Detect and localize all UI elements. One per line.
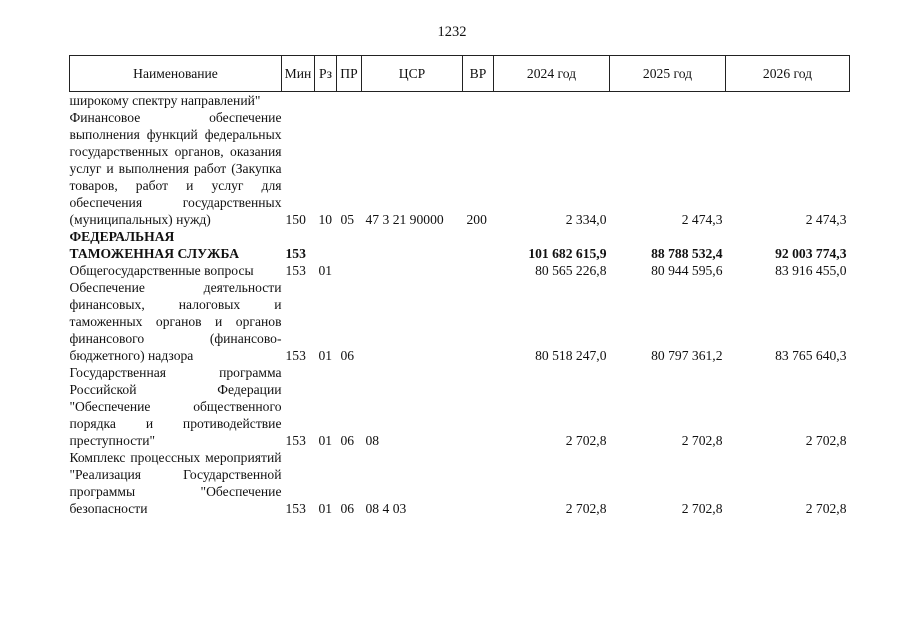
row-min: 153 xyxy=(285,433,306,448)
row-vr xyxy=(463,262,494,279)
column-header-csr: ЦСР xyxy=(362,56,463,92)
row-csr xyxy=(362,228,463,262)
row-2024: 2 702,8 xyxy=(565,501,607,516)
row-2024 xyxy=(494,92,610,110)
row-pr xyxy=(337,92,362,110)
table-row xyxy=(70,364,850,449)
row-2025: 2 474,3 xyxy=(681,212,723,227)
column-header-2024: 2024 год xyxy=(494,56,610,92)
table-body xyxy=(70,92,850,518)
row-min: 153 xyxy=(285,501,306,516)
row-min: 153 xyxy=(285,263,306,278)
row-2026: 2 474,3 xyxy=(805,212,847,227)
row-csr xyxy=(362,262,463,279)
row-name: Комплекс процессных мероприятий "Реализация Государственной программы "Обеспечение безопасности xyxy=(69,450,282,516)
row-2025: 2 702,8 xyxy=(681,501,723,516)
header-row xyxy=(70,56,850,92)
row-min: 150 xyxy=(285,212,306,227)
row-name: широкому спектру направлений" xyxy=(69,93,261,108)
row-min: 153 xyxy=(285,246,306,261)
page-number: 1232 xyxy=(437,24,467,40)
row-vr xyxy=(463,92,494,110)
row-2026: 2 702,8 xyxy=(805,501,847,516)
table-row xyxy=(70,92,850,110)
column-header-name: Наименование xyxy=(70,56,282,92)
row-vr xyxy=(463,449,494,517)
row-vr xyxy=(463,228,494,262)
row-2025: 2 702,8 xyxy=(681,433,723,448)
row-name: Финансовое обеспечение выполнения функций федеральных государственных органов, оказания услуг и выполнения работ (Закупка товаров, работ и услуг для обеспечения государственных (муниципальных) нужд) xyxy=(69,110,282,227)
row-rz xyxy=(315,92,337,110)
row-pr xyxy=(337,228,362,262)
row-vr: 200 xyxy=(466,212,487,227)
row-rz: 10 xyxy=(318,212,333,227)
row-csr: 47 3 21 90000 xyxy=(365,212,444,227)
column-header-pr: ПР xyxy=(337,56,362,92)
row-2026: 83 765 640,3 xyxy=(775,348,847,363)
row-rz: 01 xyxy=(318,348,333,363)
row-pr: 05 xyxy=(340,212,355,227)
budget-table xyxy=(69,55,850,517)
table-row xyxy=(70,262,850,279)
row-name: Государственная программа Российской Федерации "Обеспечение общественного порядка и противодействие преступности" xyxy=(69,365,282,448)
row-pr: 06 xyxy=(340,348,355,363)
row-2024: 80 565 226,8 xyxy=(535,263,607,278)
row-csr: 08 xyxy=(365,433,380,448)
row-2026: 83 916 455,0 xyxy=(775,263,847,278)
row-rz: 01 xyxy=(318,263,333,278)
row-csr xyxy=(362,279,463,364)
row-pr xyxy=(337,262,362,279)
row-2026: 92 003 774,3 xyxy=(775,246,847,261)
table-row xyxy=(70,279,850,364)
column-header-rz: Рз xyxy=(315,56,337,92)
row-2025: 80 797 361,2 xyxy=(651,348,723,363)
row-rz: 01 xyxy=(318,433,333,448)
row-csr: 08 4 03 xyxy=(365,501,407,516)
row-2026: 2 702,8 xyxy=(805,433,847,448)
column-header-2026: 2026 год xyxy=(726,56,850,92)
row-name: ФЕДЕРАЛЬНАЯ ТАМОЖЕННАЯ СЛУЖБА xyxy=(69,229,240,261)
row-2024: 2 702,8 xyxy=(565,433,607,448)
row-rz xyxy=(315,228,337,262)
row-rz: 01 xyxy=(318,501,333,516)
row-min xyxy=(282,92,315,110)
row-vr xyxy=(463,279,494,364)
row-2025: 88 788 532,4 xyxy=(651,246,723,261)
row-2025: 80 944 595,6 xyxy=(651,263,723,278)
row-name: Обеспечение деятельности финансовых, налоговых и таможенных органов и органов финансового (финансово-бюджетного) надзора xyxy=(69,280,282,363)
table-header xyxy=(70,56,850,92)
column-header-2025: 2025 год xyxy=(610,56,726,92)
row-2024: 101 682 615,9 xyxy=(528,246,607,261)
table-row xyxy=(70,449,850,517)
column-header-min: Мин xyxy=(282,56,315,92)
row-pr: 06 xyxy=(340,501,355,516)
column-header-vr: ВР xyxy=(463,56,494,92)
row-name: Общегосударственные вопросы xyxy=(69,263,254,278)
table-row xyxy=(70,228,850,262)
row-vr xyxy=(463,364,494,449)
row-2024: 2 334,0 xyxy=(565,212,607,227)
row-2024: 80 518 247,0 xyxy=(535,348,607,363)
row-2026 xyxy=(726,92,850,110)
row-2025 xyxy=(610,92,726,110)
table-row xyxy=(70,109,850,228)
row-pr: 06 xyxy=(340,433,355,448)
row-csr xyxy=(362,92,463,110)
row-min: 153 xyxy=(285,348,306,363)
